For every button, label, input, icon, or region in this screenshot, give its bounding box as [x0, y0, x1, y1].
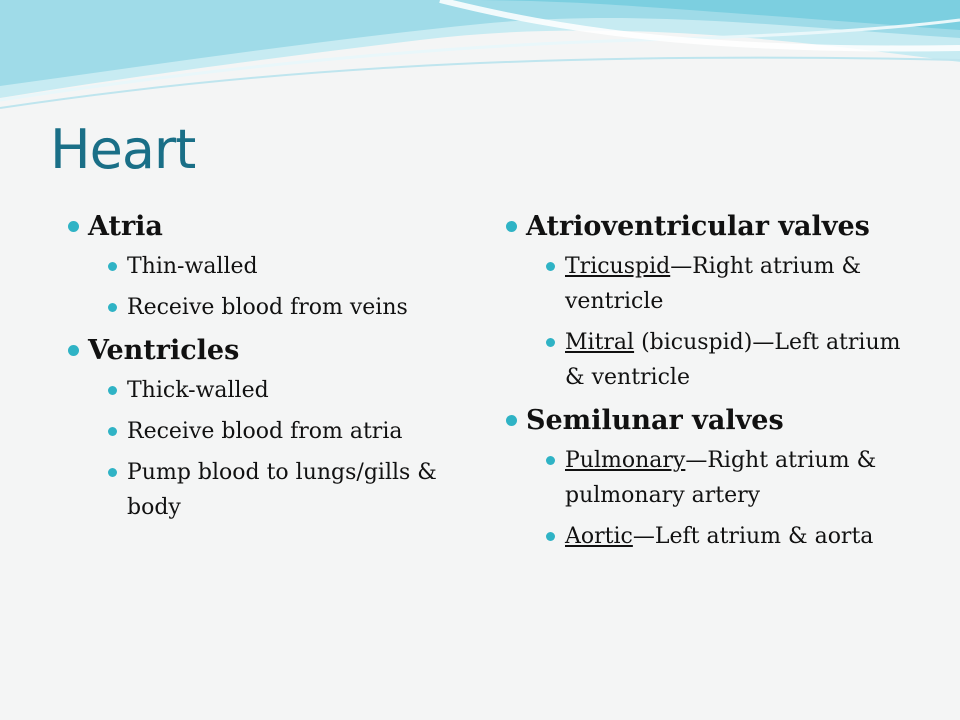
heading-atria: Atria	[88, 211, 163, 242]
bullet-ventricles	[68, 331, 468, 525]
list-item: Thin-walled	[88, 249, 468, 284]
term-description: —Right atrium & ventricle	[565, 254, 862, 314]
term-pulmonary: Pulmonary	[565, 448, 686, 473]
bullet-atrioventricular-valves	[506, 207, 926, 395]
list-item: Thick-walled	[88, 373, 468, 408]
decorative-wave-header	[0, 0, 960, 130]
bullet-atria	[68, 207, 468, 325]
term-description: —Right atrium & pulmonary artery	[565, 448, 877, 508]
heading-semilunar-valves: Semilunar valves	[526, 405, 784, 436]
left-column	[68, 207, 468, 531]
list-item: Receive blood from atria	[88, 414, 468, 449]
bullet-semilunar-valves	[506, 401, 926, 554]
term-description: (bicuspid)—Left atrium & ventricle	[565, 330, 901, 390]
list-item	[526, 249, 926, 319]
heading-ventricles: Ventricles	[88, 335, 240, 366]
list-item	[526, 519, 926, 554]
list-item	[526, 325, 926, 395]
term-tricuspid: Tricuspid	[565, 254, 671, 279]
term-mitral: Mitral	[565, 330, 635, 355]
heading-atrioventricular-valves: Atrioventricular valves	[526, 211, 870, 242]
term-description: —Left atrium & aorta	[632, 524, 874, 549]
right-column	[506, 207, 926, 560]
list-item: Pump blood to lungs/gills & body	[88, 455, 468, 525]
term-aortic: Aortic	[565, 524, 633, 549]
slide-title: Heart	[50, 118, 196, 181]
list-item	[526, 443, 926, 513]
list-item: Receive blood from veins	[88, 290, 468, 325]
